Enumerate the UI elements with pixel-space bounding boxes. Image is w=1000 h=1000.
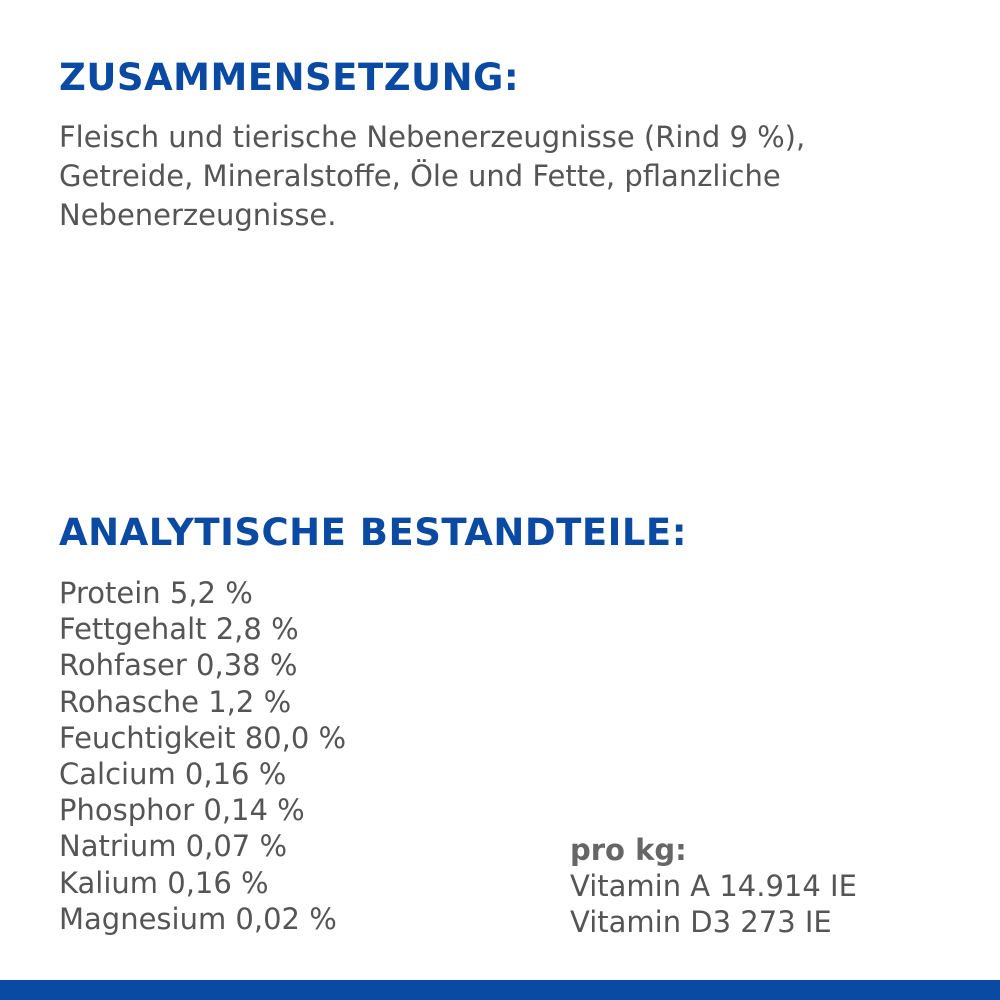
analytics-heading: ANALYTISCHE BESTANDTEILE: [59, 511, 688, 554]
analytics-item: Natrium 0,07 % [59, 829, 288, 864]
analytics-item: Protein 5,2 % [59, 576, 253, 610]
analytics-item: Rohasche 1,2 % [59, 684, 292, 719]
composition-heading: ZUSAMMENSETZUNG: [59, 56, 520, 99]
per-kg-block [570, 832, 857, 941]
per-kg-label: pro kg: [570, 833, 687, 867]
analytics-item: Fettgehalt 2,8 % [59, 612, 299, 647]
analytics-item: Rohfaser 0,38 % [59, 648, 298, 683]
analytics-item: Kalium 0,16 % [59, 865, 269, 900]
analytics-item: Phosphor 0,14 % [59, 793, 305, 828]
analytics-list [59, 575, 346, 937]
composition-text [59, 118, 959, 235]
vitamin-item: Vitamin D3 273 IE [570, 905, 832, 940]
analytics-item: Magnesium 0,02 % [59, 901, 337, 936]
composition-line: Fleisch und tierische Nebenerzeugnisse (Rind 9 %), [59, 120, 806, 154]
composition-line: Nebenerzeugnisse. [59, 198, 337, 232]
composition-line: Getreide, Mineralstoffe, Öle und Fette, pflanzliche [59, 159, 781, 193]
analytics-item: Feuchtigkeit 80,0 % [59, 720, 347, 755]
bottom-brand-bar [0, 980, 1000, 1000]
vitamin-item: Vitamin A 14.914 IE [570, 869, 857, 904]
analytics-item: Calcium 0,16 % [59, 757, 287, 792]
